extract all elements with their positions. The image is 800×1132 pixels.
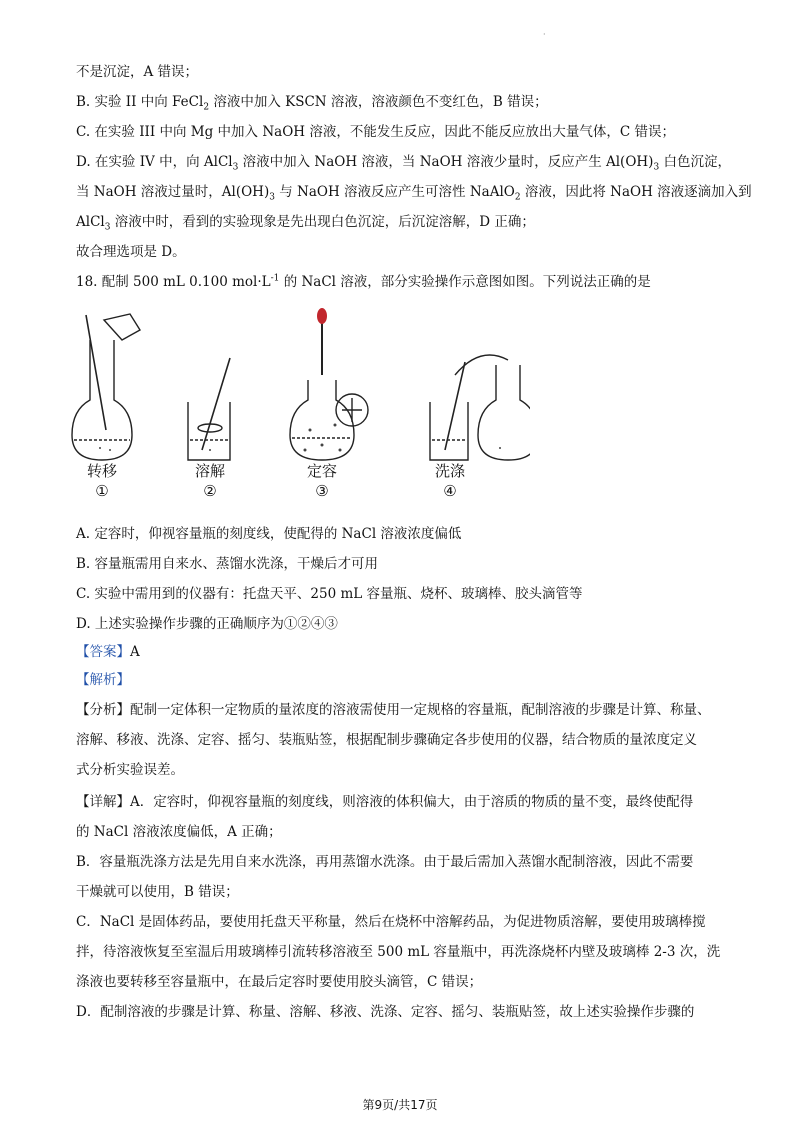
figure-number-4: ④ xyxy=(443,482,457,500)
page-footer: 第9页/共17页 xyxy=(362,1098,438,1112)
figure-number-1: ① xyxy=(95,482,109,500)
question-18: 18. 配制 500 mL 0.100 $mol\cdot L^{-1}$ 的 NaCl 溶液，部分实验操作示意图如图。下列说法正确的是 xyxy=(76,273,651,290)
option-b: B. 容量瓶需用自来水、蒸馏水洗涤，干燥后才可用 xyxy=(76,556,379,572)
text-line: C. 在实验 III 中向 Mg 中加入 NaOH 溶液，不能发生反应，因此不能反应放出大量气体，C 错误； xyxy=(76,124,675,140)
analysis-heading: 【解析】 xyxy=(76,672,130,688)
text-line: 不是沉淀，A 错误； xyxy=(76,64,199,80)
text-line: 故合理选项是 D。 xyxy=(76,244,186,260)
text-line: D. 在实验 IV 中，向 AlCl$_3$ 溶液中加入 NaOH 溶液，当 NaOH 溶液少量时，反应产生 $Al(OH)_3$ 白色沉淀， xyxy=(76,154,731,173)
figure-number-2: ② xyxy=(203,482,217,500)
option-c: C. 实验中需用到的仪器有：托盘天平、250 mL 容量瓶、烧杯、玻璃棒、胶头滴管等 xyxy=(76,586,583,602)
page-dot: · xyxy=(543,30,546,39)
detail-line: B．容量瓶洗涤方法是先用自来水洗涤，再用蒸馏水洗涤。由于最后需加入蒸馏水配制溶液，因此不需要 xyxy=(76,854,694,870)
figure-label-constant-volume: 定容 xyxy=(306,462,337,480)
text-line: 当 NaOH 溶液过量时，$Al(OH)_3$ 与 NaOH 溶液反应产生可溶性 NaAlO$_2$ 溶液，因此将 NaOH 溶液逐滴加入到 xyxy=(76,184,752,203)
analysis-line: 【分析】配制一定体积一定物质的量浓度的溶液需使用一定规格的容量瓶，配制溶液的步骤是计算、称量、 xyxy=(76,702,711,718)
answer: 【答案】A xyxy=(76,644,140,660)
figure-label-dissolve: 溶解 xyxy=(194,462,225,480)
experiment-figure xyxy=(60,300,530,505)
text-line: B. 实验 II 中向 FeCl$_2$ 溶液中加入 KSCN 溶液，溶液颜色不变红色，B 错误； xyxy=(76,94,548,113)
detail-line: 干燥就可以使用，B 错误； xyxy=(76,884,239,900)
option-d: D. 上述实验操作步骤的正确顺序为①②④③ xyxy=(76,616,338,632)
detail-line: 的 NaCl 溶液浓度偏低，A 正确； xyxy=(76,824,282,840)
figure-label-wash: 洗涤 xyxy=(434,462,465,480)
detail-line: D．配制溶液的步骤是计算、称量、溶解、移液、洗涤、定容、摇匀、装瓶贴签，故上述实验操作步骤的 xyxy=(76,1004,695,1020)
text-line: AlCl$_3$ 溶液中时，看到的实验现象是先出现白色沉淀，后沉淀溶解，D 正确； xyxy=(76,214,535,233)
detail-line: C．NaCl 是固体药品，要使用托盘天平称量，然后在烧杯中溶解药品，为促进物质溶解，要使用玻璃棒搅 xyxy=(76,914,706,930)
detail-line: 【详解】A．定容时，仰视容量瓶的刻度线，则溶液的体积偏大，由于溶质的物质的量不变，最终使配得 xyxy=(76,794,694,810)
dropper-bulb xyxy=(317,308,327,324)
figure-number-3: ③ xyxy=(315,482,329,500)
figure-label-transfer: 转移 xyxy=(86,462,117,480)
option-a: A. 定容时，仰视容量瓶的刻度线，使配得的 NaCl 溶液浓度偏低 xyxy=(76,526,462,542)
analysis-line: 式分析实验误差。 xyxy=(76,762,184,778)
analysis-line: 溶解、移液、洗涤、定容、摇匀、装瓶贴签，根据配制步骤确定各步使用的仪器，结合物质的量浓度定义 xyxy=(76,732,697,748)
detail-line: 拌，待溶液恢复至室温后用玻璃棒引流转移溶液至 500 mL 容量瓶中，再洗涤烧杯内壁及玻璃棒 2-3 次，洗 xyxy=(76,944,721,960)
detail-line: 涤液也要转移至容量瓶中，在最后定容时要使用胶头滴管，C 错误； xyxy=(76,974,483,990)
